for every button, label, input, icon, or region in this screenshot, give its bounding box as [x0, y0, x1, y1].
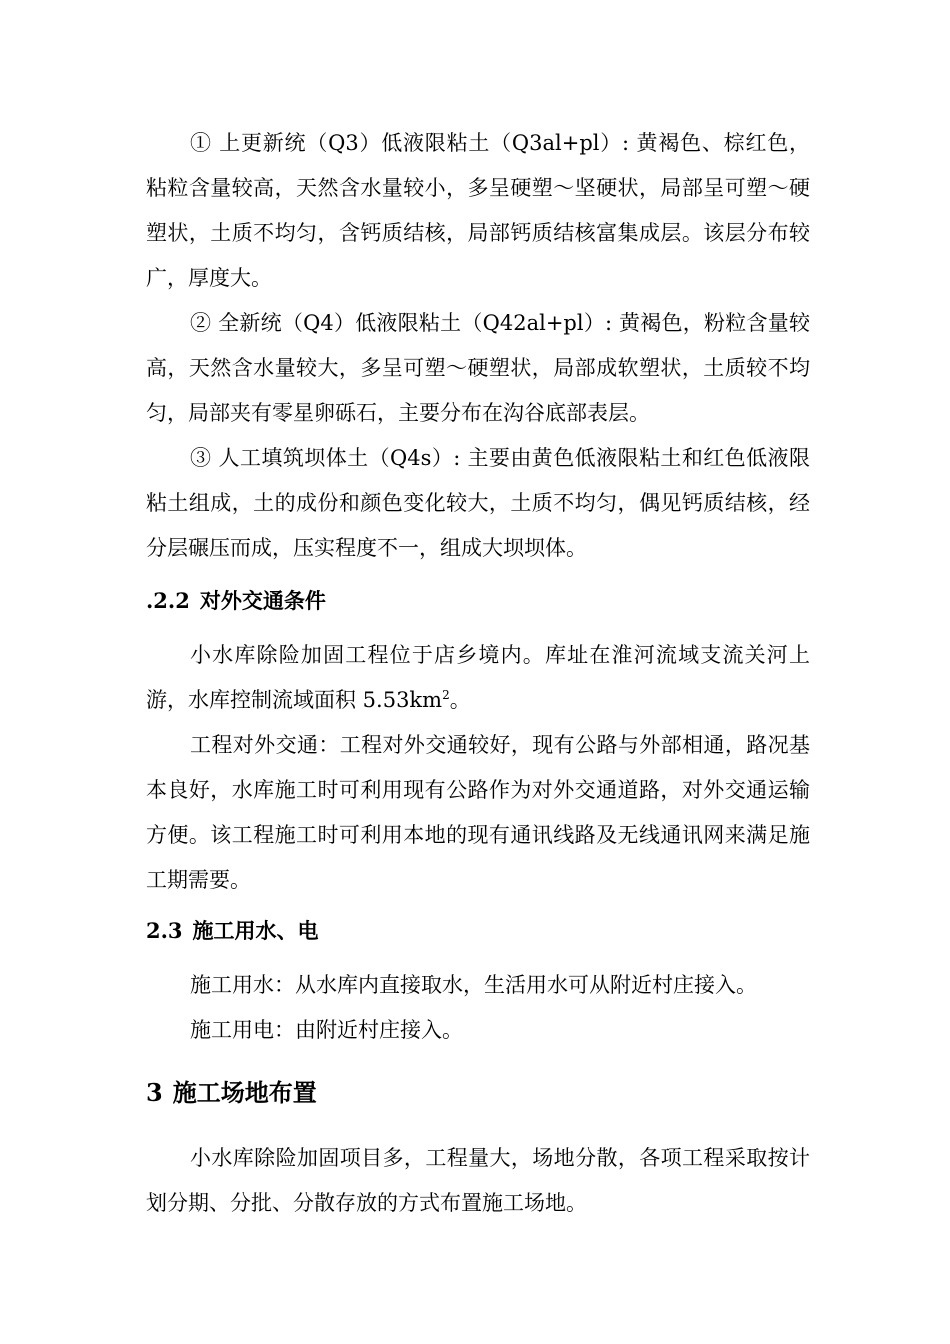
section-number: .2.2	[146, 588, 190, 613]
paragraph-external-traffic: 工程对外交通：工程对外交通较好，现有公路与外部相通，路况基本良好，水库施工时可利用现有公路作为对外交通道路，对外交通运输方便。该工程施工时可利用本地的现有通讯线路及无线通讯网来满足施工期需要。	[146, 733, 810, 892]
paragraph-power-supply: 施工用电：由附近村庄接入。	[190, 1018, 463, 1042]
paragraph-fill-soil: ③ 人工填筑坝体土（Q4s）: 主要由黄色低液限粘土和红色低液限粘土组成，土的成份和颜色变化较大，土质不均匀，偶见钙质结核，经分层碾压而成，压实程度不一，组成大坝坝体。	[146, 446, 810, 560]
paragraph-location	[146, 633, 810, 723]
section-number: 2.3	[146, 918, 183, 943]
paragraph-water-supply: 施工用水：从水库内直接取水，生活用水可从附近村庄接入。	[190, 973, 757, 997]
section-heading-traffic	[146, 586, 326, 616]
paragraph-site-layout: 小水库除险加固项目多，工程量大，场地分散，各项工程采取按计划分期、分批、分散存放的方式布置施工场地。	[146, 1146, 810, 1215]
section-title: 施工场地布置	[172, 1078, 317, 1107]
section-title: 对外交通条件	[199, 588, 326, 613]
superscript: 2	[442, 688, 450, 702]
section-heading-water-power	[146, 916, 319, 946]
paragraph-q4-clay: ② 全新统（Q4）低液限粘土（Q42al+pl）: 黄褐色，粉粒含量较高，天然含水量较大，多呈可塑～硬塑状，局部成软塑状，土质较不均匀，局部夹有零星卵砾石，主要分布在沟谷底部表层。	[146, 311, 810, 425]
section-number: 3	[146, 1078, 163, 1107]
location-text: 小水库除险加固工程位于店乡境内。库址在淮河流域支流关河上游，水库控制流域面积 5.53km	[146, 643, 810, 712]
location-text-end: 。	[449, 688, 471, 712]
section-title: 施工用水、电	[192, 918, 319, 943]
chapter-heading-site-layout	[146, 1078, 317, 1108]
paragraph-q3-clay: ① 上更新统（Q3）低液限粘土（Q3al+pl）: 黄褐色、棕红色，粘粒含量较高，天然含水量较小，多呈硬塑～坚硬状，局部呈可塑～硬塑状，土质不均匀，含钙质结核，局部钙质结核富集成层。该层分布较广，厚度大。	[146, 131, 810, 290]
